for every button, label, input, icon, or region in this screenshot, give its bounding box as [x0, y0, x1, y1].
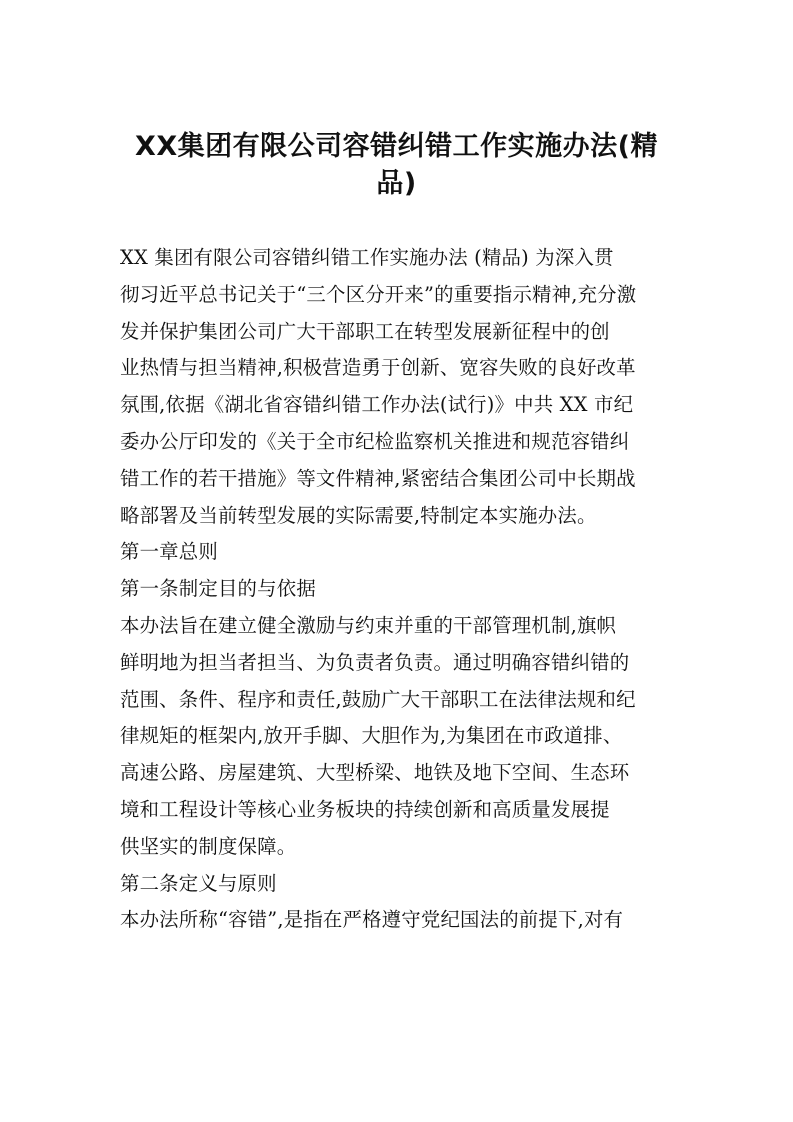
body-line: 本办法旨在建立健全激励与约束并重的干部管理机制,旗帜 — [120, 613, 617, 637]
body-line: 委办公厅印发的《关于全市纪检监察机关推进和规范容错纠 — [120, 429, 630, 453]
body-line: 错工作的若干措施》等文件精神,紧密结合集团公司中长期战 — [120, 466, 636, 490]
body-line: 发并保护集团公司广大干部职工在转型发展新征程中的创 — [120, 319, 610, 343]
body-line: 供坚实的制度保障。 — [120, 834, 297, 858]
body-line: 业热情与担当精神,积极营造勇于创新、宽容失败的良好改革 — [120, 356, 636, 380]
document-title — [100, 124, 693, 198]
title-line: 品) — [376, 167, 417, 198]
body-line: 略部署及当前转型发展的实际需要,特制定本实施办法。 — [120, 503, 597, 527]
document-body — [120, 240, 676, 939]
body-line: 氛围,依据《湖北省容错纠错工作办法(试行)》中共 XX 市纪 — [120, 393, 634, 417]
body-line: XX 集团有限公司容错纠错工作实施办法 (精品) 为深入贯 — [120, 246, 614, 269]
body-line: 鲜明地为担当者担当、为负责者负责。通过明确容错纠错的 — [120, 650, 630, 674]
body-line: 范围、条件、程序和责任,鼓励广大干部职工在法律法规和纪 — [120, 687, 636, 711]
article-heading: 第一条制定目的与依据 — [120, 577, 316, 601]
body-line: 本办法所称“容错”,是指在严格遵守党纪国法的前提下,对有 — [120, 908, 624, 932]
chapter-heading: 第一章总则 — [120, 540, 218, 564]
body-line: 彻习近平总书记关于“三个区分开来”的重要指示精神,充分激 — [120, 282, 637, 306]
title-line: XX集团有限公司容错纠错工作实施办法(精 — [135, 131, 658, 161]
body-line: 境和工程设计等核心业务板块的持续创新和高质量发展提 — [120, 797, 610, 821]
body-line: 高速公路、房屋建筑、大型桥梁、地铁及地下空间、生态环 — [120, 761, 630, 785]
body-line: 律规矩的框架内,放开手脚、大胆作为,为集团在市政道排、 — [120, 724, 623, 748]
article-heading: 第二条定义与原则 — [120, 871, 277, 895]
